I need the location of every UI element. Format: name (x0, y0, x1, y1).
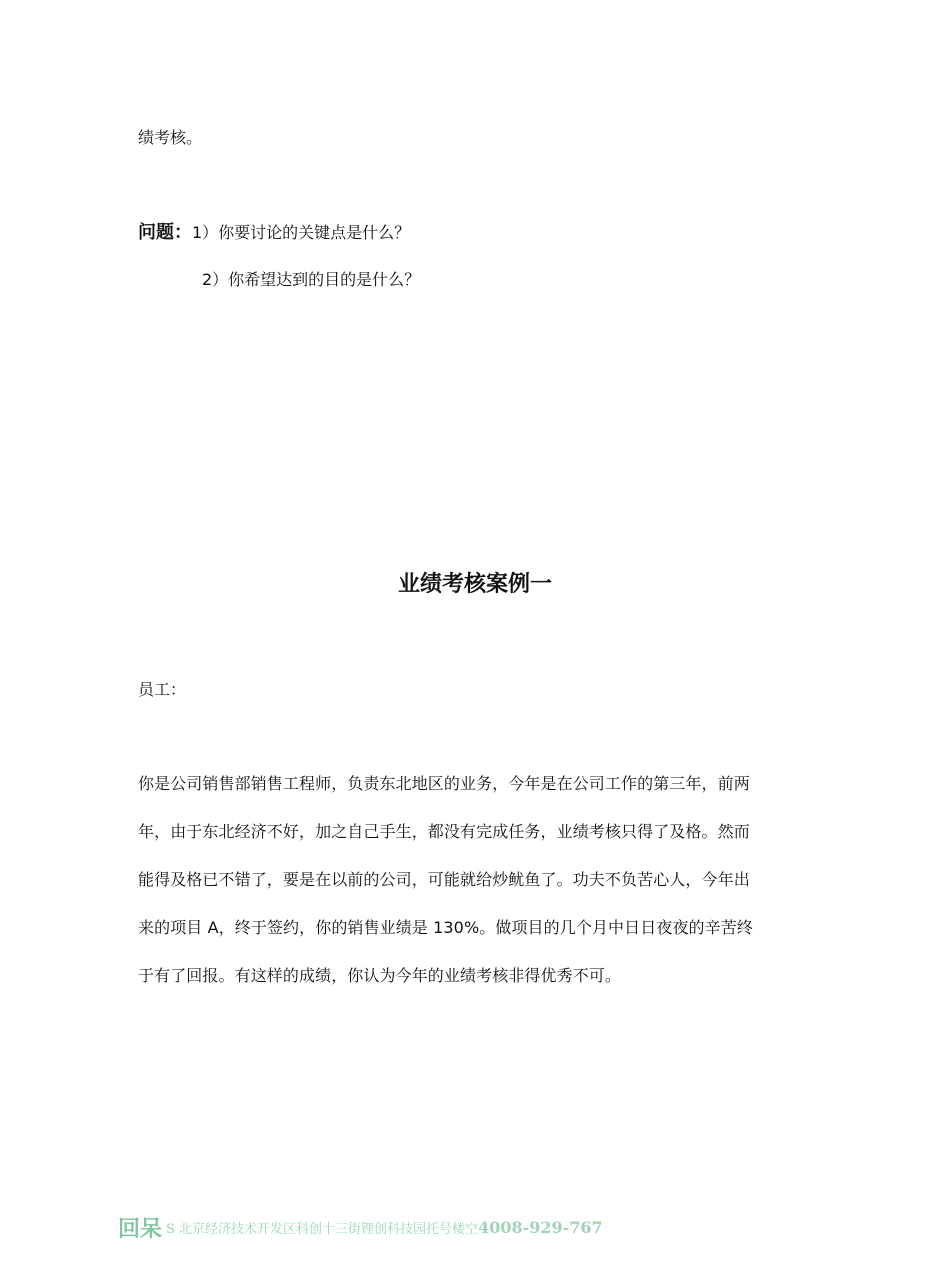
footer-phone: 4008-929-767 (478, 1218, 603, 1237)
case-title: 业绩考核案例一 (397, 572, 552, 597)
question-1-text: 1）你要讨论的关键点是什么？ (192, 223, 411, 242)
role-label: 员工： (138, 680, 187, 699)
footer-address: S 北京经济技术开发区科创十三街锂创科技园托号楼空 (166, 1222, 479, 1237)
paragraph-line: 年，由于东北经济不好，加之自己手生，都没有完成任务，业绩考核只得了及格。然而 (138, 822, 750, 841)
question-label: 问题： (138, 222, 192, 243)
question-2: 2）你希望达到的目的是什么？ (202, 270, 421, 289)
footer-logo: 回呆 (118, 1216, 163, 1242)
footer-watermark (118, 1212, 603, 1243)
paragraph-line: 你是公司销售部销售工程师，负责东北地区的业务，今年是在公司工作的第三年，前两 (138, 774, 750, 793)
paragraph-line: 于有了回报。有这样的成绩，你认为今年的业绩考核非得优秀不可。 (138, 966, 622, 985)
continued-text: 绩考核。 (138, 128, 203, 147)
paragraph-line: 能得及格已不错了，要是在以前的公司，可能就给炒鱿鱼了。功夫不负苦心人，今年出 (138, 870, 750, 889)
question-1 (138, 223, 410, 243)
paragraph-line: 来的项目 A，终于签约，你的销售业绩是 130%。做项目的几个月中日日夜夜的辛苦终 (138, 918, 753, 937)
